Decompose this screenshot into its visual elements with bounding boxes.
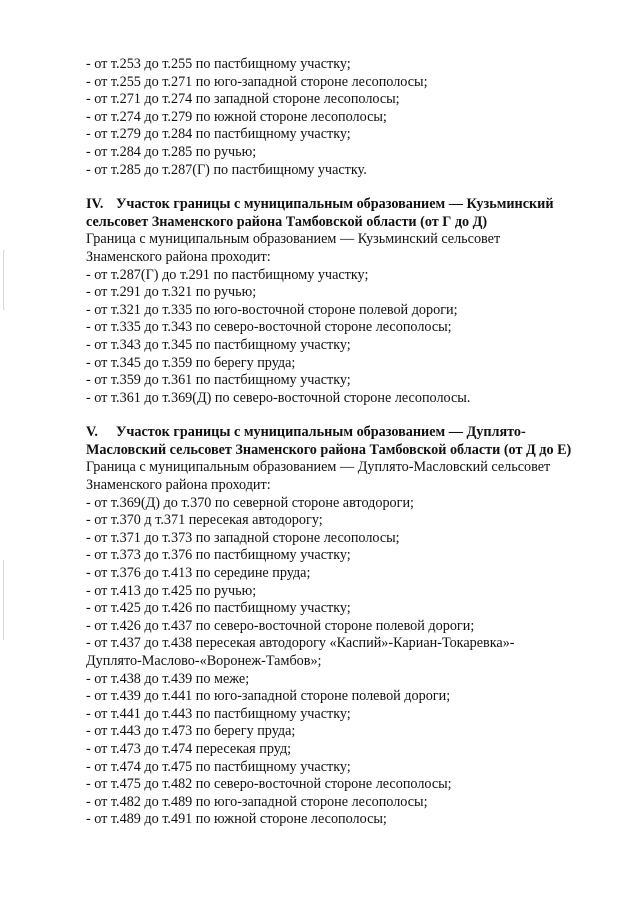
- list-item-continuation: Дуплято-Маслово-«Воронеж-Тамбов»;: [86, 653, 322, 669]
- list-item: - от т.376 до т.413 по середине пруда;: [86, 565, 311, 582]
- list-item: - от т.291 до т.321 по ручью;: [86, 284, 257, 301]
- list-item: - от т.370 д т.371 пересекая автодорогу;: [86, 512, 323, 529]
- section-number: IV.: [86, 196, 104, 213]
- list-item: - от т.437 до т.438 пересекая автодорогу «Каспий»-Кариан-Токаревка»-: [86, 635, 515, 652]
- list-item: - от т.274 до т.279 по южной стороне лесополосы;: [86, 108, 387, 125]
- section-number: V.: [86, 424, 98, 441]
- list-item: - от т.255 до т.271 по юго-западной стороне лесополосы;: [86, 73, 428, 90]
- section-intro: Знаменского района проходит:: [86, 248, 271, 265]
- section-v: [86, 424, 626, 829]
- list-item: - от т.475 до т.482 по северо-восточной стороне лесополосы;: [86, 776, 452, 793]
- section-gap: [86, 407, 626, 424]
- list-item: - от т.373 до т.376 по пастбищному участку;: [86, 547, 351, 564]
- list-item: - от т.343 до т.345 по пастбищному участку;: [86, 336, 351, 353]
- section-intro: Граница с муниципальным образованием — Кузьминский сельсовет: [86, 231, 501, 248]
- scan-edge-mark-bottom: [3, 560, 4, 640]
- list-item: - от т.426 до т.437 по северо-восточной стороне полевой дороги;: [86, 617, 475, 634]
- list-item: - от т.482 до т.489 по юго-западной стороне лесополосы;: [86, 793, 428, 810]
- list-item: - от т.287(Г) до т.291 по пастбищному участку;: [86, 266, 369, 283]
- list-item: - от т.345 до т.359 по берегу пруда;: [86, 354, 296, 371]
- list-item: - от т.438 до т.439 по меже;: [86, 670, 250, 687]
- list-item: - от т.369(Д) до т.370 по северной стороне автодороги;: [86, 494, 414, 511]
- list-item: - от т.425 до т.426 по пастбищному участку;: [86, 600, 351, 617]
- list-item: - от т.284 до т.285 по ручью;: [86, 143, 257, 160]
- section-heading: [86, 196, 626, 231]
- section-heading-line-2: сельсовет Знаменского района Тамбовской области (от Г до Д): [86, 213, 488, 230]
- section-title-text: Участок границы с муниципальным образованием — Дуплято-: [116, 424, 526, 441]
- section-iv: [86, 196, 626, 407]
- list-item: - от т.474 до т.475 по пастбищному участку;: [86, 758, 351, 775]
- list-item: - от т.361 до т.369(Д) по северо-восточной стороне лесополосы.: [86, 389, 471, 406]
- list-item: - от т.439 до т.441 по юго-западной стороне полевой дороги;: [86, 688, 451, 705]
- document-page: [86, 56, 626, 829]
- list-item: - от т.489 до т.491 по южной стороне лесополосы;: [86, 811, 387, 828]
- section-heading-line-1: [86, 196, 554, 212]
- list-item: - от т.371 до т.373 по западной стороне лесополосы;: [86, 529, 400, 546]
- list-item: - от т.285 до т.287(Г) по пастбищному участку.: [86, 161, 367, 178]
- section-title-text: Участок границы с муниципальным образованием — Кузьминский: [116, 196, 554, 213]
- list-item: - от т.441 до т.443 по пастбищному участку;: [86, 705, 351, 722]
- list-item: - от т.335 до т.343 по северо-восточной стороне лесополосы;: [86, 319, 452, 336]
- list-item: - от т.321 до т.335 по юго-восточной стороне полевой дороги;: [86, 301, 458, 318]
- list-item: - от т.473 до т.474 пересекая пруд;: [86, 740, 292, 757]
- list-item: - от т.413 до т.425 по ручью;: [86, 582, 257, 599]
- list-item: - от т.443 до т.473 по берегу пруда;: [86, 723, 296, 740]
- section-heading-line-2: Масловский сельсовет Знаменского района Тамбовской области (от Д до Е): [86, 441, 572, 458]
- section-intro: Знаменского района проходит:: [86, 477, 271, 494]
- section-heading: [86, 424, 626, 459]
- intro-list: [86, 56, 626, 179]
- list-item: - от т.279 до т.284 по пастбищному участку;: [86, 126, 351, 143]
- section-intro: Граница с муниципальным образованием — Дуплято-Масловский сельсовет: [86, 459, 551, 476]
- list-item: - от т.253 до т.255 по пастбищному участку;: [86, 56, 351, 72]
- section-heading-line-1: [86, 424, 526, 440]
- list-item: - от т.271 до т.274 по западной стороне лесополосы;: [86, 91, 400, 108]
- scan-edge-mark-top: [3, 250, 4, 310]
- section-gap: [86, 179, 626, 196]
- list-item: - от т.359 до т.361 по пастбищному участку;: [86, 372, 351, 389]
